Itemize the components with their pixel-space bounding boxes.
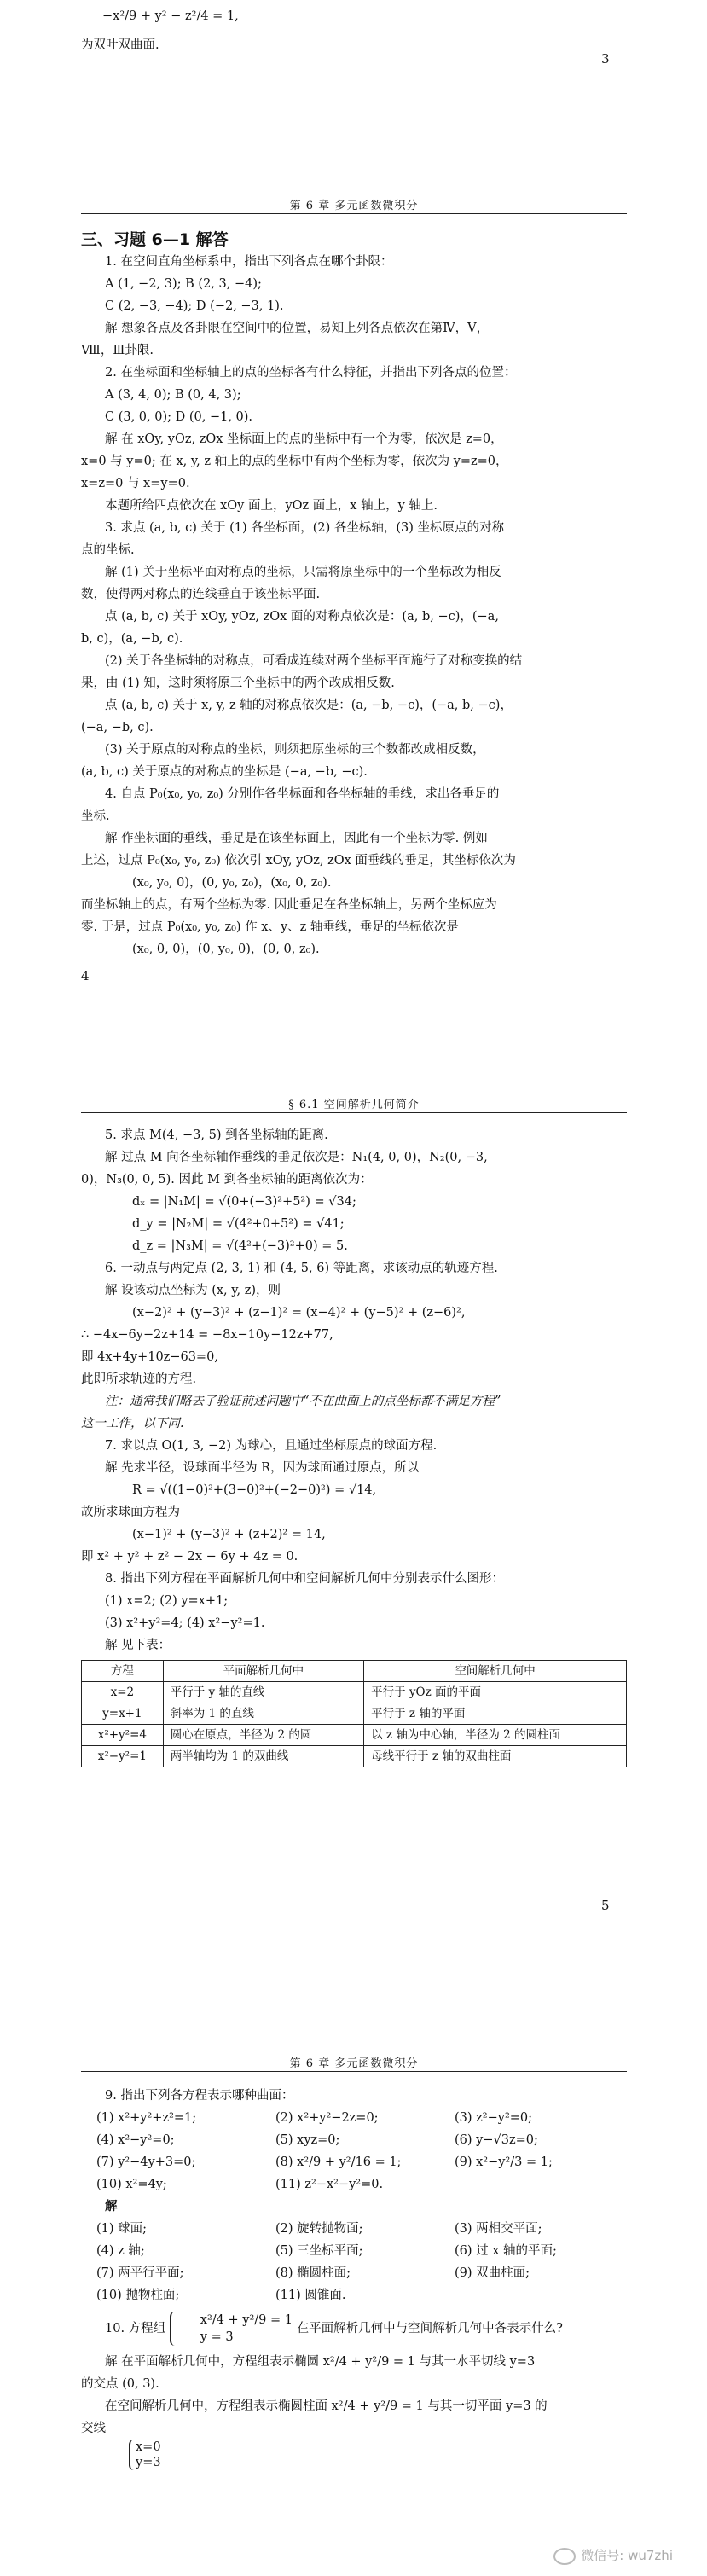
q10-question <box>81 2312 627 2346</box>
text-line: 解 (1) 关于坐标平面对称点的坐标，只需将原坐标中的一个坐标改为相反 <box>105 566 501 579</box>
list-item: (9) 双曲柱面; <box>455 2266 530 2280</box>
text-span: 在平面解析几何中与空间解析几何中各表示什么? <box>296 2322 563 2335</box>
text-line: 点的坐标. <box>81 543 135 557</box>
section-title: 三、习题 6—1 解答 <box>81 230 229 249</box>
note-line: 这一工作，以下同. <box>81 1417 184 1430</box>
list-item: (3) 两相交平面; <box>455 2222 542 2236</box>
q10-final-system <box>81 2440 627 2470</box>
list-item: (5) 三坐标平面; <box>275 2244 363 2258</box>
text-line: C (3, 0, 0); D (0, −1, 0). <box>105 410 253 424</box>
text-line: 4. 自点 P₀(x₀, y₀, z₀) 分别作各坐标面和各坐标轴的垂线，求出各垂足的 <box>105 787 500 801</box>
table-row <box>82 1746 627 1767</box>
text-line: (−a, −b, c). <box>81 721 154 734</box>
equation: y=3 <box>136 2456 161 2469</box>
text-line: 果，由 (1) 知，这时须将原三个坐标中的两个改成相反数. <box>81 676 395 690</box>
table-cell: y=x+1 <box>82 1703 164 1725</box>
equation: d_y = |N₂M| = √(4²+0+5²) = √41; <box>132 1217 345 1231</box>
table-cell: x=2 <box>82 1682 164 1703</box>
list-item: (7) y²−4y+3=0; <box>96 2155 196 2169</box>
text-line: 在空间解析几何中，方程组表示椭圆柱面 x²/4 + y²/9 = 1 与其一切平面 y=3 的 <box>105 2399 548 2413</box>
equation: −x²/9 + y² − z²/4 = 1, <box>102 9 239 23</box>
q9-items <box>81 2107 627 2196</box>
text-line: (a, b, c) 关于原点的对称点的坐标是 (−a, −b, −c). <box>81 765 368 779</box>
table-row <box>82 1682 627 1703</box>
text-line: 解 在平面解析几何中，方程组表示椭圆 x²/4 + y²/9 = 1 与其一水平切线 y=3 <box>105 2355 536 2369</box>
table-header-row <box>82 1661 627 1682</box>
header-rule <box>81 1112 627 1113</box>
list-item: (11) 圆锥面. <box>275 2289 346 2302</box>
text-line: 数，使得两对称点的连线垂直于该坐标平面. <box>81 588 321 601</box>
list-item: (10) x²=4y; <box>96 2178 167 2191</box>
table-cell: 以 z 轴为中心轴，半径为 2 的圆柱面 <box>364 1725 627 1746</box>
answer-label: 解 <box>105 2200 118 2213</box>
table-row <box>82 1703 627 1725</box>
equation: (x₀, y₀, 0)，(0, y₀, z₀)，(x₀, 0, z₀). <box>132 876 332 890</box>
list-item: (3) z²−y²=0; <box>455 2111 533 2125</box>
text-line: A (1, −2, 3); B (2, 3, −4); <box>105 277 262 291</box>
list-item: (9) x²−y²/3 = 1; <box>455 2155 553 2169</box>
q9-answers <box>81 2218 627 2306</box>
text-line: Ⅷ，Ⅲ卦限. <box>81 344 154 357</box>
text-line: 2. 在坐标面和坐标轴上的点的坐标各有什么特征，并指出下列各点的位置： <box>105 366 517 380</box>
text-line: 为双叶双曲面. <box>81 38 159 52</box>
table-header: 空间解析几何中 <box>364 1661 627 1682</box>
equation: dₓ = |N₁M| = √(0+(−3)²+5²) = √34; <box>132 1195 356 1209</box>
table-row <box>82 1725 627 1746</box>
table-cell: 圆心在原点，半径为 2 的圆 <box>163 1725 363 1746</box>
text-line: (3) 关于原点的对称点的坐标，则须把原坐标的三个数都改成相反数， <box>105 743 485 757</box>
list-item: (11) z²−x²−y²=0. <box>275 2178 384 2191</box>
table-cell: 平行于 yOz 面的平面 <box>364 1682 627 1703</box>
equation: (x−1)² + (y−3)² + (z+2)² = 14, <box>132 1528 326 1541</box>
page-number-3: 3 <box>601 51 610 67</box>
equation: R = √((1−0)²+(3−0)²+(−2−0)²) = √14, <box>132 1483 377 1497</box>
table-header: 方程 <box>82 1661 164 1682</box>
page-number-4: 4 <box>81 968 90 983</box>
text-line: 解 作坐标面的垂线，垂足是在该坐标面上，因此有一个坐标为零. 例如 <box>105 832 488 845</box>
text-line: A (3, 4, 0); B (0, 4, 3); <box>105 388 241 402</box>
list-item: (1) x²+y²+z²=1; <box>96 2111 197 2125</box>
equation: (x−2)² + (y−3)² + (z−1)² = (x−4)² + (y−5)² + (z−6)², <box>132 1306 466 1320</box>
list-item: (2) 旋转抛物面; <box>275 2222 363 2236</box>
header-rule <box>81 213 627 214</box>
header-rule <box>81 2071 627 2072</box>
text-line: 6. 一动点与两定点 (2, 3, 1) 和 (4, 5, 6) 等距离，求该动点的轨迹方程. <box>105 1262 498 1275</box>
watermark-text: 微信号: wu7zhi <box>581 2548 673 2563</box>
text-line: 此即所求轨迹的方程. <box>81 1372 197 1386</box>
page3-top-equation <box>102 5 648 27</box>
equation: x²/4 + y²/9 = 1 <box>200 2313 293 2327</box>
equation-system <box>170 2312 293 2346</box>
answer-table <box>81 1660 627 1767</box>
text-line: 上述，过点 P₀(x₀, y₀, z₀) 依次引 xOy, yOz, zOx 面垂线的垂足，其坐标依次为 <box>81 854 516 867</box>
text-line: 坐标. <box>81 809 110 823</box>
list-item: (10) 抛物柱面; <box>96 2289 180 2302</box>
list-item: (7) 两平行平面; <box>96 2266 184 2280</box>
text-line: 的交点 (0, 3). <box>81 2377 159 2391</box>
text-line: 7. 求以点 O(1, 3, −2) 为球心，且通过坐标原点的球面方程. <box>105 1439 438 1453</box>
text-line: 9. 指出下列各方程表示哪种曲面： <box>105 2089 294 2103</box>
equation: y = 3 <box>200 2330 234 2344</box>
text-line: 5. 求点 M(4, −3, 5) 到各坐标轴的距离. <box>105 1128 328 1142</box>
page6-body <box>81 2085 627 2470</box>
text-line: 解 先求半径，设球面半径为 R，因为球面通过原点，所以 <box>105 1461 420 1475</box>
text-line: 零. 于是，过点 P₀(x₀, y₀, z₀) 作 x、y、z 轴垂线，垂足的坐标依次是 <box>81 920 459 934</box>
list-item: (8) x²/9 + y²/16 = 1; <box>275 2155 402 2169</box>
equation: d_z = |N₃M| = √(4²+(−3)²+0) = 5. <box>132 1239 348 1253</box>
text-line: 3. 求点 (a, b, c) 关于 (1) 各坐标面，(2) 各坐标轴，(3) 坐标原点的对称 <box>105 521 505 535</box>
table-cell: x²−y²=1 <box>82 1746 164 1767</box>
text-line: 故所求球面方程为 <box>81 1506 180 1519</box>
list-item: (6) 过 x 轴的平面; <box>455 2244 557 2258</box>
list-item: (8) 椭圆柱面; <box>275 2266 351 2280</box>
list-item: (4) x²−y²=0; <box>96 2133 175 2147</box>
table-cell: 两半轴均为 1 的双曲线 <box>163 1746 363 1767</box>
text-line: 点 (a, b, c) 关于 xOy, yOz, zOx 面的对称点依次是：(a, b, −c)，(−a, <box>105 610 499 624</box>
list-item: (4) z 轴; <box>96 2244 145 2258</box>
page-number-5: 5 <box>601 1898 610 1913</box>
table-cell: 母线平行于 z 轴的双曲柱面 <box>364 1746 627 1767</box>
text-line: 1. 在空间直角坐标系中，指出下列各点在哪个卦限： <box>105 255 393 269</box>
list-item: (6) y−√3z=0; <box>455 2133 538 2147</box>
text-line: 点 (a, b, c) 关于 x, y, z 轴的对称点依次是：(a, −b, −c)，(−a, b, −c)， <box>105 699 513 712</box>
text-line: 解 想象各点及各卦限在空间中的位置，易知上列各点依次在第Ⅳ，Ⅴ， <box>105 322 490 335</box>
page4-body <box>81 229 627 960</box>
text-line: 解 设该动点坐标为 (x, y, z)，则 <box>105 1284 281 1297</box>
table-cell: 平行于 z 轴的平面 <box>364 1703 627 1725</box>
wechat-icon <box>553 2548 576 2565</box>
equation: ∴ −4x−6y−2z+14 = −8x−10y−12z+77, <box>81 1328 333 1342</box>
text-line: 交线 <box>81 2422 106 2435</box>
page5-header: § 6.1 空间解析几何简介 <box>288 1099 420 1111</box>
table-cell: 斜率为 1 的直线 <box>163 1703 363 1725</box>
text-line: b, c)，(a, −b, c). <box>81 632 183 646</box>
text-line: 解 在 xOy, yOz, zOx 坐标面上的点的坐标中有一个为零，依次是 z=0， <box>105 432 503 446</box>
table-cell: x²+y²=4 <box>82 1725 164 1746</box>
text-span: 10. 方程组 <box>105 2322 166 2335</box>
equation: (x₀, 0, 0)，(0, y₀, 0)，(0, 0, z₀). <box>132 943 320 956</box>
list-item: (1) 球面; <box>96 2222 148 2236</box>
table-header: 平面解析几何中 <box>163 1661 363 1682</box>
equation: 即 4x+4y+10z−63=0, <box>81 1350 218 1364</box>
watermark <box>553 2546 673 2565</box>
page4-header: 第 6 章 多元函数微积分 <box>289 200 419 212</box>
text-line: 本题所给四点依次在 xOy 面上，yOz 面上，x 轴上，y 轴上. <box>105 499 438 513</box>
text-line: 8. 指出下列方程在平面解析几何中和空间解析几何中分别表示什么图形： <box>105 1572 504 1586</box>
text-line: (3) x²+y²=4; (4) x²−y²=1. <box>105 1616 265 1630</box>
text-line: (2) 关于各坐标轴的对称点，可看成连续对两个坐标平面施行了对称变换的结 <box>105 654 523 668</box>
text-line: C (2, −3, −4); D (−2, −3, 1). <box>105 299 284 313</box>
text-line: 0)，N₃(0, 0, 5). 因此 M 到各坐标轴的距离依次为： <box>81 1173 373 1186</box>
note-line: 注：通常我们略去了验证前述问题中“不在曲面上的点坐标都不满足方程” <box>105 1395 501 1408</box>
text-line: 解 见下表： <box>105 1639 171 1652</box>
list-item: (2) x²+y²−2z=0; <box>275 2111 379 2125</box>
text-line: 而坐标轴上的点，有两个坐标为零. 因此垂足在各坐标轴上，另两个坐标应为 <box>81 898 497 912</box>
page3-text <box>81 34 627 56</box>
table-cell: 平行于 y 轴的直线 <box>163 1682 363 1703</box>
text-line: (1) x=2; (2) y=x+1; <box>105 1594 229 1608</box>
equation: x=0 <box>136 2440 161 2454</box>
page6-header: 第 6 章 多元函数微积分 <box>289 2057 419 2070</box>
list-item: (5) xyz=0; <box>275 2133 340 2147</box>
equation: 即 x² + y² + z² − 2x − 6y + 4z = 0. <box>81 1550 298 1564</box>
page5-body <box>81 1124 627 1767</box>
text-line: 解 过点 M 向各坐标轴作垂线的垂足依次是：N₁(4, 0, 0)，N₂(0, −3, <box>105 1151 488 1164</box>
text-line: x=0 与 y=0; 在 x, y, z 轴上的点的坐标中有两个坐标为零，依次为 y=z=0， <box>81 455 508 468</box>
equation-system <box>129 2440 161 2470</box>
text-line: x=z=0 与 x=y=0. <box>81 477 190 490</box>
